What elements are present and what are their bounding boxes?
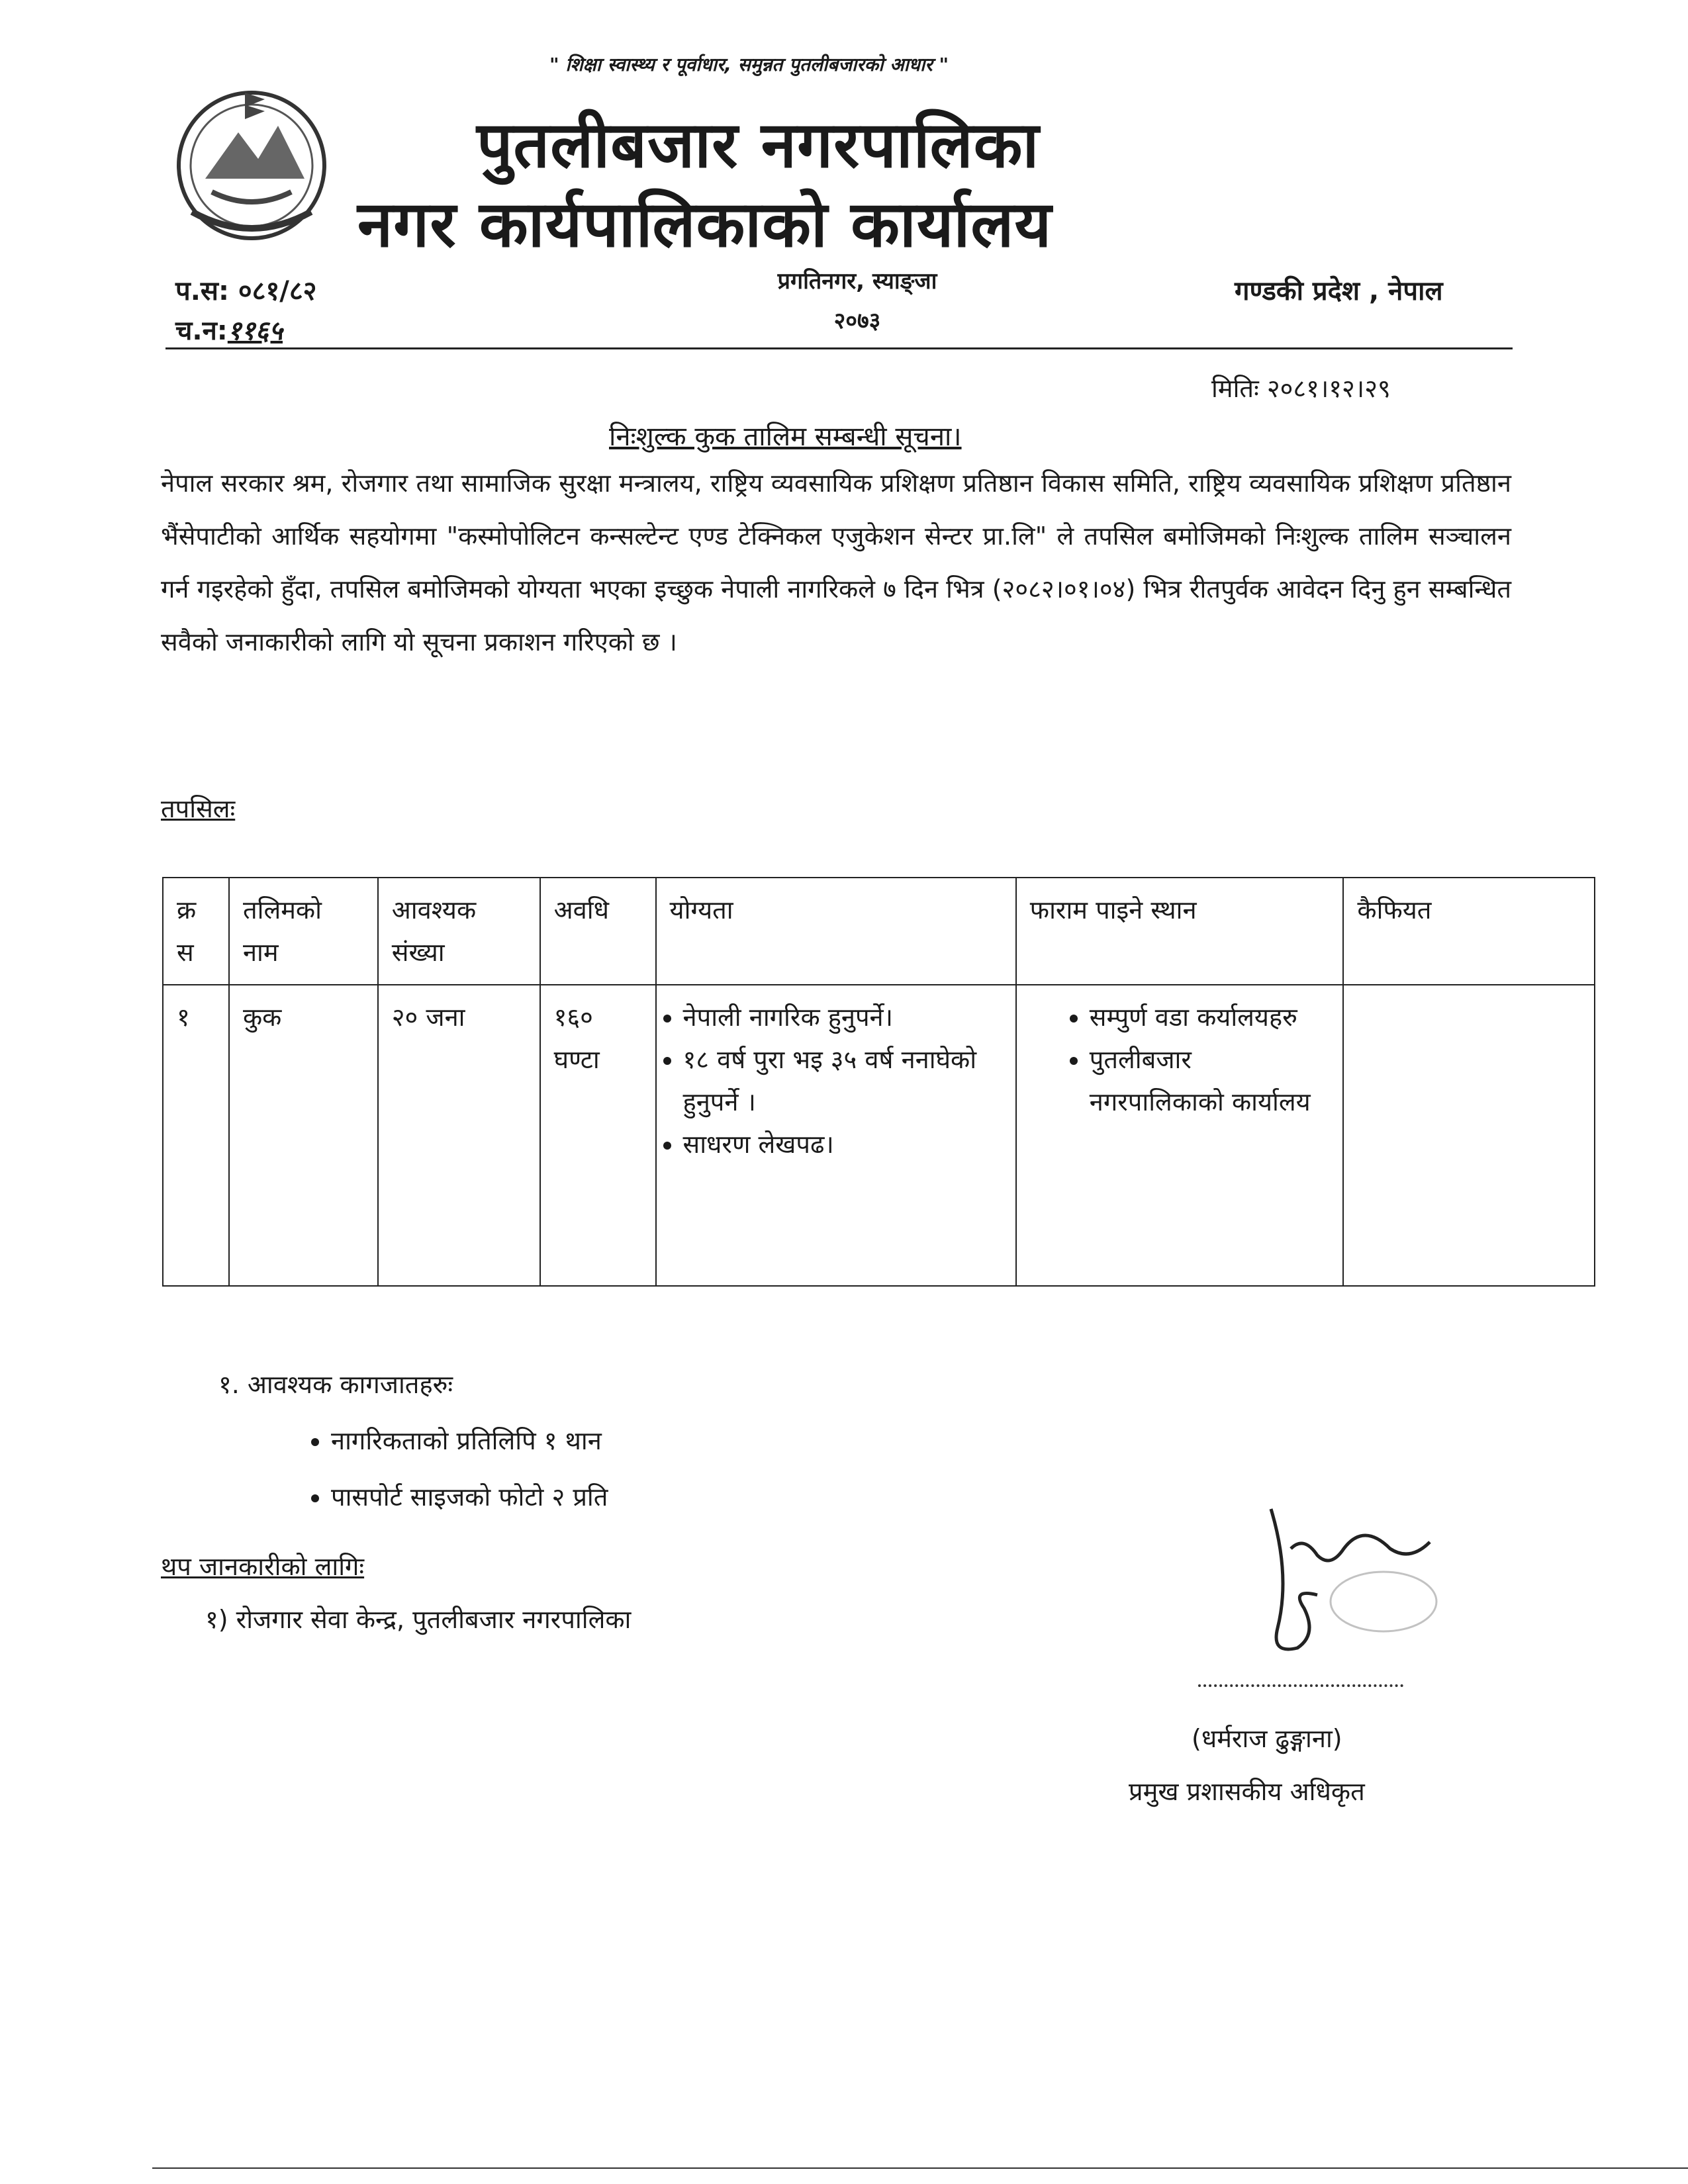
reference-number: प.स: ०८१/८२ bbox=[175, 276, 317, 306]
header-form-location: फाराम पाइने स्थान bbox=[1016, 878, 1344, 985]
signature-icon bbox=[1231, 1496, 1443, 1668]
office-address bbox=[745, 261, 970, 341]
address-line2: २०७३ bbox=[833, 308, 881, 334]
header-divider bbox=[165, 347, 1513, 349]
documents-heading: १. आवश्यक कागजातहरुः bbox=[218, 1370, 453, 1399]
notice-date: मितिः २०८१।१२।२९ bbox=[1211, 374, 1391, 403]
header-name: तलिमको नाम bbox=[229, 878, 378, 985]
signature-line bbox=[1198, 1684, 1403, 1687]
cell-duration: १६० घण्टा bbox=[540, 985, 656, 1286]
slogan: " शिक्षा स्वास्थ्य र पूर्वाधार, समुन्नत पुतलीबजारको आधार " bbox=[549, 54, 949, 75]
header-count: आवश्यक संख्या bbox=[378, 878, 540, 985]
header-duration: अवधि bbox=[540, 878, 656, 985]
required-documents bbox=[218, 1367, 608, 1525]
qualification-item: • साधरण लेखपढ। bbox=[683, 1123, 1002, 1165]
location-item: • सम्पुर्ण वडा कर्यालयहरु bbox=[1090, 996, 1330, 1038]
government-emblem-icon bbox=[165, 79, 338, 251]
cell-count: २० जना bbox=[378, 985, 540, 1286]
training-table bbox=[162, 877, 1595, 1287]
cell-name: कुक bbox=[229, 985, 378, 1286]
address-line1: प्रगतिनगर, स्याङ्जा bbox=[777, 268, 937, 295]
cell-remarks bbox=[1343, 985, 1595, 1286]
document-item: • पासपोर्ट साइजको फोटो २ प्रति bbox=[331, 1469, 608, 1525]
more-info-heading: थप जानकारीको लागिः bbox=[161, 1552, 365, 1581]
notice-body: नेपाल सरकार श्रम, रोजगार तथा सामाजिक सुरक्षा मन्त्रालय, राष्ट्रिय व्यवसायिक प्रशिक्षण प्रतिष्ठान विकास समिति, राष्ट्रिय व्यवसायिक प्रशिक्षण प्रतिष्ठान भैंसेपाटीको आर्थिक सहयोगमा "कस्मोपोलिटन कन्सल्टेन्ट एण्ड टेक्निकल एजुकेशन सेन्टर प्रा.लि" ले तपसिल बमोजिमको निःशुल्क तालिम सञ्चालन गर्न गइरहेको हुँदा, तपसिल बमोजिमको योग्यता भएका इच्छुक नेपाली नागरिकले ७ दिन भित्र (२०८२।०१।०४) भित्र रीतपुर्वक आवेदन दिनु हुन सम्बन्धित सवैको जनाकारीको लागि यो सूचना प्रकाशन गरिएको छ । bbox=[161, 469, 1511, 657]
document-item: • नागरिकताको प्रतिलिपि १ थान bbox=[331, 1413, 608, 1469]
details-label: तपसिलः bbox=[161, 794, 236, 823]
dispatch-label: च.न: bbox=[175, 316, 228, 346]
header-sn: क्र स bbox=[163, 878, 229, 985]
province: गण्डकी प्रदेश , नेपाल bbox=[1235, 276, 1443, 306]
signatory-title: प्रमुख प्रशासकीय अधिकृत bbox=[1129, 1777, 1365, 1806]
location-item: • पुतलीबजार नगरपालिकाको कार्यालय bbox=[1090, 1038, 1330, 1123]
table-header-row bbox=[163, 878, 1595, 985]
cell-sn: १ bbox=[163, 985, 229, 1286]
page-bottom-line bbox=[152, 2167, 1688, 2169]
dispatch-value: ११६५ bbox=[227, 316, 283, 346]
cell-qualification bbox=[656, 985, 1016, 1286]
signatory-name: (धर्मराज ढुङ्गाना) bbox=[1192, 1724, 1342, 1753]
qualification-item: • १८ वर्ष पुरा भइ ३५ वर्ष ननाघेको हुनुपर्ने । bbox=[683, 1038, 1002, 1123]
header-remarks: कैफियत bbox=[1343, 878, 1595, 985]
cell-form-location bbox=[1016, 985, 1344, 1286]
table-row bbox=[163, 985, 1595, 1286]
dispatch-number bbox=[175, 311, 283, 347]
notice-subject: निःशुल्क कुक तालिम सम्बन्धी सूचना। bbox=[609, 422, 962, 452]
contact-item: १) रोजगार सेवा केन्द्र, पुतलीबजार नगरपालिका bbox=[205, 1605, 632, 1634]
office-title-line2: नगर कार्यपालिकाको कार्यालय bbox=[357, 187, 1053, 261]
office-title-line1: पुतलीबजार नगरपालिका bbox=[477, 108, 1040, 182]
header-qualification: योग्यता bbox=[656, 878, 1016, 985]
qualification-item: • नेपाली नागरिक हुनुपर्ने। bbox=[683, 996, 1002, 1038]
